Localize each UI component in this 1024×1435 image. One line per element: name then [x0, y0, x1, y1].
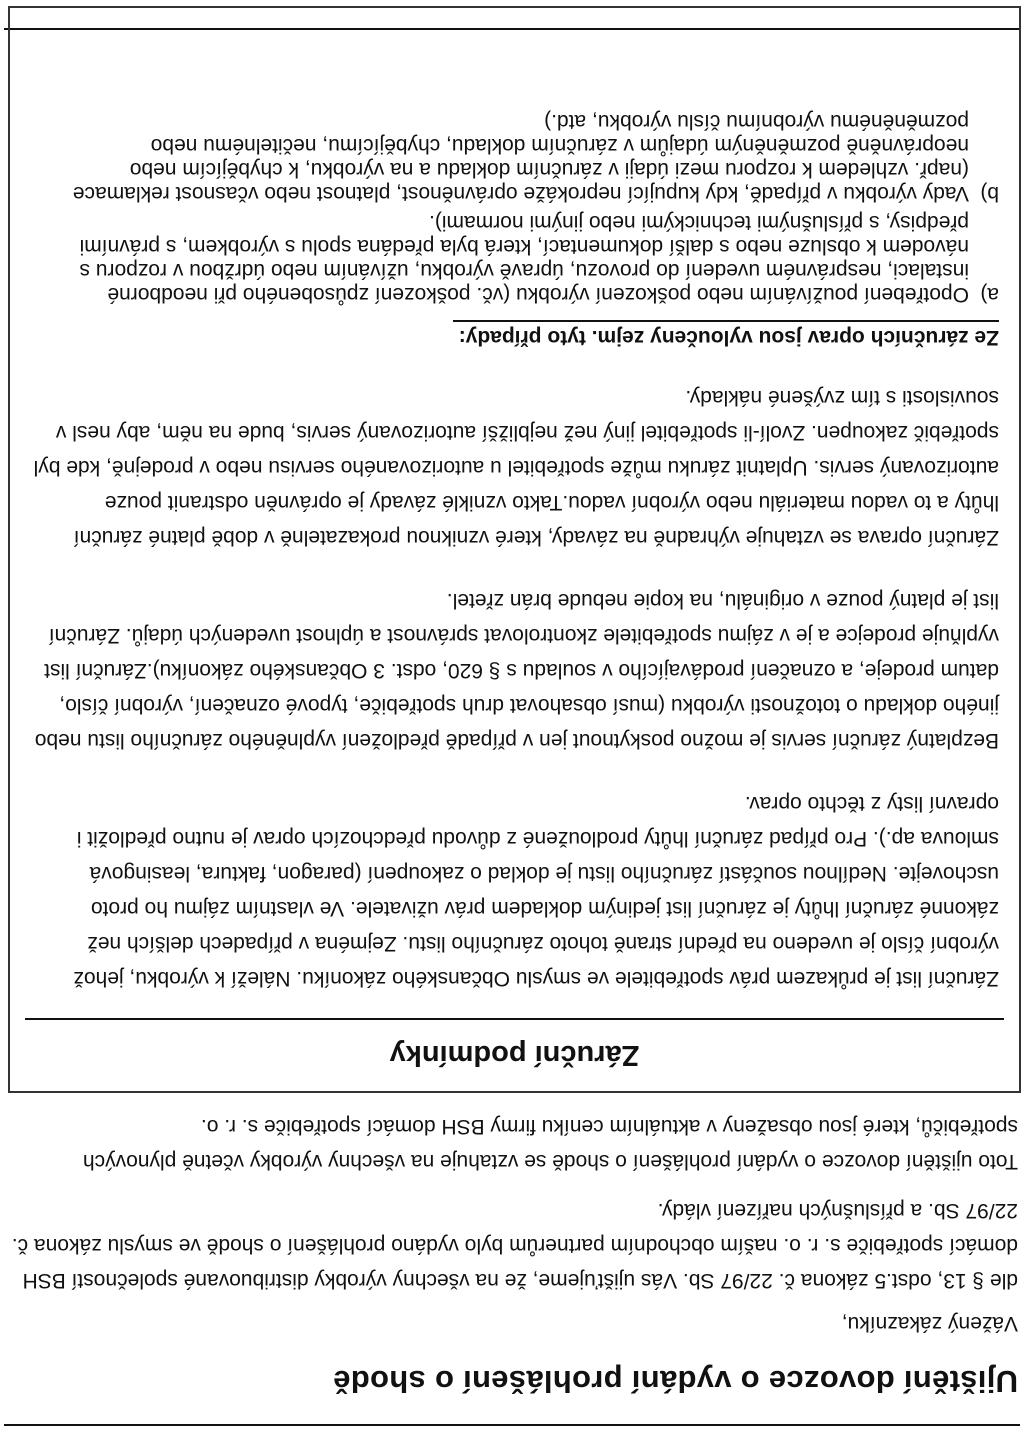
warranty-paragraph-1: Záruční list je průkazem práv spotřebitele ve smyslu Občanského zákoníku. Náleží k výrobku, jehož výrobní číslo je uvedeno na přední straně tohoto záručního listu. Zejména v případech delších než zákonné záruční lhůty je záruční list jediným dokladem práv uživatele. Ve vlastním zájmu ho proto uschovejte. Nedílnou součástí záručního listu je doklad o zakoupení (paragon, faktura, leasingová smlouva ap.). Pro případ záruční lhůty prodloužené z důvodu předchozích oprav je nutno předložit i opravní listy z těchto oprav. — [73, 792, 999, 990]
warranty-paragraph-2: Bezplatný záruční servis je možno poskytnout jen v případě předložení vyplněného záručního listu nebo jiného dokladu o totožnosti výrobku (musí obsahovat druh spotřebiče, typové označení, výrobní číslo, datum prodeje, a označení prodávajícího v souladu s § 620, odst. 3 Občanského zákoníku).Záruční list vyplňuje prodejce a je v zájmu spotřebitele zkontrolovat správnost a úplnost uvedených údajů. Záruční list je platný pouze v originálu, na kopie nebude brán zřetel. — [34, 589, 999, 752]
top-rule — [4, 1424, 1020, 1426]
warranty-paragraph-3: Záruční oprava se vztahuje výhradně na závady, které vzniknou prokazatelně v době platné záruční lhůty a to vadou materiálu nebo výrobní vadou.Takto vzniklé závady je oprávněn odstranit pouze autorizovaný servis. Uplatnit záruku může spotřebitel u autorizovaného servisu nebo v prodejně, kde byl spotřebič zakoupen. Zvolí-li spotřebitel jiný než nejbližší autorizovaný servis, bude na něm, aby nesl v souvislosti s tím zvýšené náklady. — [33, 386, 999, 549]
declaration-paragraph-2: Toto ujištění dovozce o vydání prohlášení o shodě se vztahuje na všechny výrobky včetně plynových spotřebičů, které jsou obsaženy v aktuálním ceníku firmy BSH domácí spotřebiče s. r. o. — [82, 1115, 1018, 1173]
declaration-title: Ujištění dovozce o vydání prohlášení o shodě — [333, 1364, 1018, 1399]
exclusion-item-b — [30, 109, 999, 205]
warranty-box — [8, 6, 1021, 1093]
exclusion-label: b) — [980, 182, 999, 205]
greeting: Vážený zákazníku, — [841, 1312, 1018, 1335]
exclusion-text: Vady výrobku v případě, kdy kupující neprokáže oprávněnost, platnost nebo včasnost reklamace (např. vzhledem k rozporu mezi údaji v záručním dokladu a na výrobku, k chybějícím nebo neoprávněně pozměněným údajům v záručním dokladu, chybějícímu, nečitelnému nebo pozměněnému výrobnímu číslu výrobku, atd.) — [72, 110, 969, 205]
declaration-paragraph-1: dle § 13, odst.5 zákona č. 22/97 Sb. Vás ujišťujeme, že na všechny výrobky distribuované společností BSH domácí spotřebiče s. r. o. naším obchodním partnerům bylo vydáno prohlášení o shodě ve smyslu zákona č. 22/97 Sb. a příslušných nařízení vlády. — [11, 1199, 1018, 1292]
warranty-title: Záruční podmínky — [389, 1039, 640, 1071]
warranty-content — [10, 109, 1019, 1018]
exclusion-item-a — [30, 210, 999, 306]
declaration-section — [8, 1095, 1018, 1399]
exclusion-label: a) — [980, 283, 999, 306]
exclusion-text: Opotřebení používáním nebo poškození výrobku (vč. poškození způsobeného při neodborné instalaci, nesprávném uvedení do provozu, úpravě výrobku, užíváním nebo údržbou v rozporu s návodem k obsluze nebo s další dokumentací, která byla předána spolu s výrobkem, s právními předpisy, s příslušnými technickými nebo jinými normami). — [79, 211, 969, 306]
exclusions-heading: Ze záručních oprav jsou vyloučeny zejm. tyto případy: — [453, 320, 999, 352]
warranty-title-rule — [25, 1018, 1004, 1020]
